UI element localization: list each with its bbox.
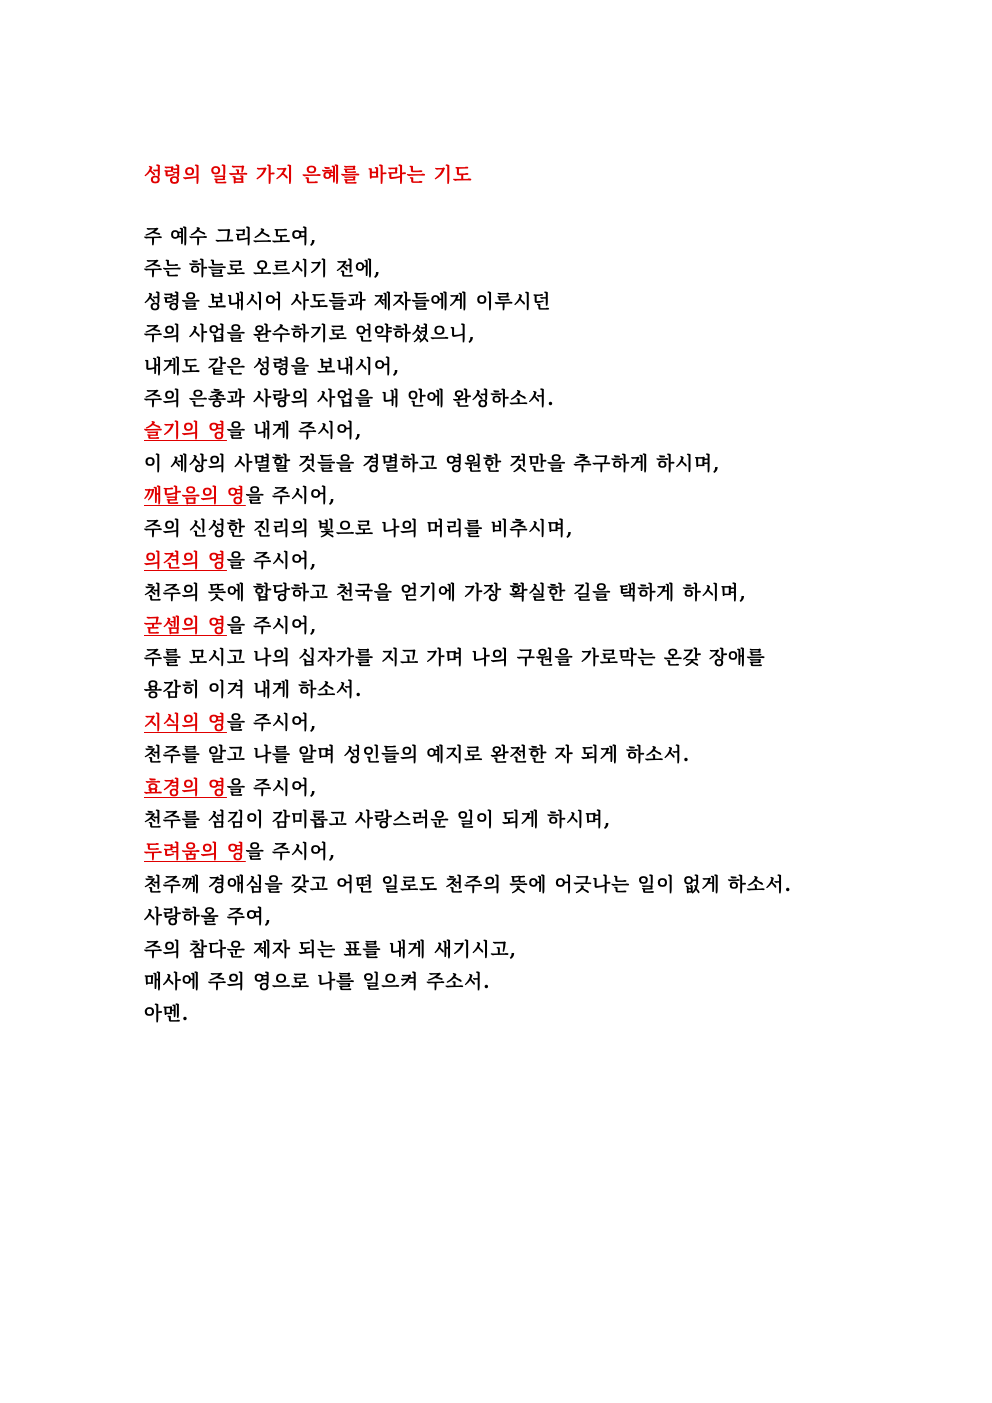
gift-line xyxy=(144,546,864,578)
gift-name: 굳셈의 영 xyxy=(144,615,227,637)
prayer-line: 매사에 주의 영으로 나를 일으켜 주소서. xyxy=(144,971,491,993)
gift-line-rest: 을 주시어, xyxy=(245,486,337,508)
gift-line-rest: 을 주시어, xyxy=(226,615,318,637)
gift-name: 두려움의 영 xyxy=(144,842,246,864)
gift-name: 효경의 영 xyxy=(144,777,227,799)
gift-line-rest: 을 주시어, xyxy=(226,777,318,799)
gift-line-rest: 을 주시어, xyxy=(226,550,318,572)
gift-line xyxy=(144,708,864,740)
prayer-line: 천주의 뜻에 합당하고 천국을 얻기에 가장 확실한 길을 택하게 하시며, xyxy=(144,583,747,605)
gift-line xyxy=(144,481,864,513)
prayer-line: 내게도 같은 성령을 보내시어, xyxy=(144,356,401,378)
gift-line xyxy=(144,416,864,448)
prayer-line: 이 세상의 사멸할 것들을 경멸하고 영원한 것만을 추구하게 하시며, xyxy=(144,453,721,475)
prayer-line: 용감히 이겨 내게 하소서. xyxy=(144,680,363,702)
gift-name: 지식의 영 xyxy=(144,712,227,734)
gift-line-rest: 을 내게 주시어, xyxy=(226,421,363,443)
prayer-line: 주의 사업을 완수하기로 언약하셨으니, xyxy=(144,324,476,346)
prayer-line: 주의 신성한 진리의 빛으로 나의 머리를 비추시며, xyxy=(144,518,574,540)
prayer-line: 주를 모시고 나의 십자가를 지고 가며 나의 구원을 가로막는 온갖 장애를 xyxy=(144,648,766,670)
prayer-title: 성령의 일곱 가지 은혜를 바라는 기도 xyxy=(144,164,473,186)
gift-line xyxy=(144,611,864,643)
gift-name: 의견의 영 xyxy=(144,550,227,572)
prayer-line: 사랑하올 주여, xyxy=(144,907,273,929)
prayer-line: 주의 참다운 제자 되는 표를 내게 새기시고, xyxy=(144,939,517,961)
prayer-line: 주 예수 그리스도여, xyxy=(144,227,318,248)
gift-line-rest: 을 주시어, xyxy=(226,712,318,734)
gift-line xyxy=(144,773,864,805)
gift-line-rest: 을 주시어, xyxy=(245,842,337,864)
prayer-line: 천주께 경애심을 갖고 어떤 일로도 천주의 뜻에 어긋나는 일이 없게 하소서. xyxy=(144,874,792,896)
prayer-line: 천주를 섬김이 감미롭고 사랑스러운 일이 되게 하시며, xyxy=(144,810,612,832)
gift-name: 깨달음의 영 xyxy=(144,486,246,508)
prayer-line: 주는 하늘로 오르시기 전에, xyxy=(144,259,382,281)
prayer-line: 성령을 보내시어 사도들과 제자들에게 이루시던 xyxy=(144,291,552,313)
prayer-line: 아멘. xyxy=(144,1004,190,1026)
prayer-body xyxy=(144,222,864,1032)
gift-name: 슬기의 영 xyxy=(144,421,227,443)
gift-line xyxy=(144,837,864,869)
prayer-line: 천주를 알고 나를 알며 성인들의 예지로 완전한 자 되게 하소서. xyxy=(144,745,691,767)
prayer-line: 주의 은총과 사랑의 사업을 내 안에 완성하소서. xyxy=(144,388,555,410)
